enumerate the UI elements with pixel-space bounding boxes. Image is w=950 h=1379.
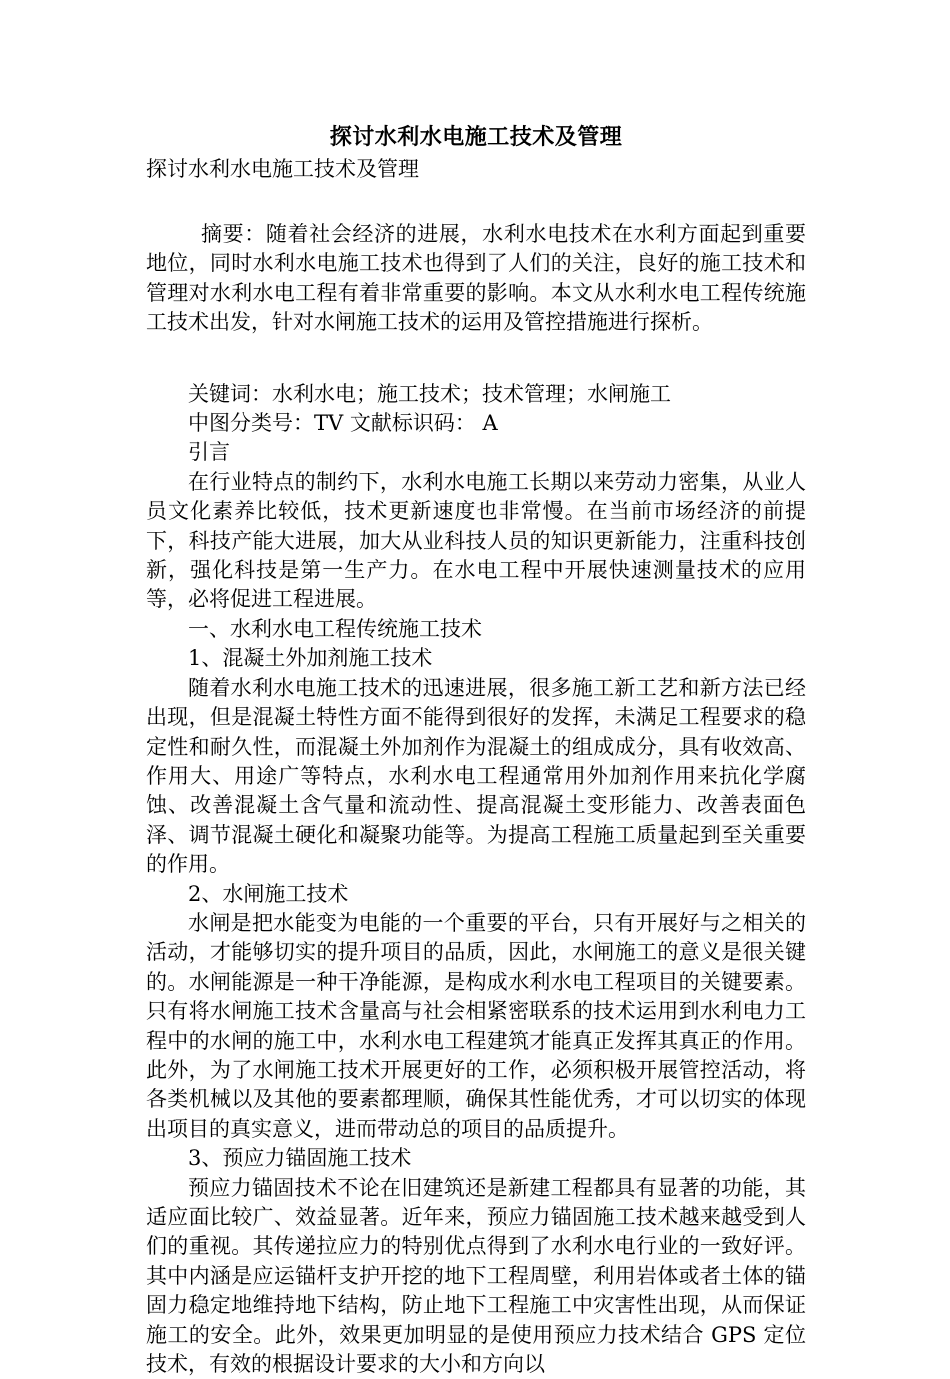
body-paragraph: 预应力锚固技术不论在旧建筑还是新建工程都具有显著的功能，其适应面比较广、效益显著。近年来，预应力锚固施工技术越来越受到人们的重视。其传递拉应力的特别优点得到了水利水电行业的一致好评。其中内涵是应运锚杆支护开挖的地下工程周壁，利用岩体或者土体的锚固力稳定地维持地下结构，防止地下工程施工中灾害性出现，从而保证施工的安全。此外，效果更加明显的是使用预应力技术结合 GPS 定位技术，有效的根据设计要求的大小和方向以: [146, 1175, 806, 1377]
abstract-paragraph: 摘要：随着社会经济的进展，水利水电技术在水利方面起到重要地位，同时水利水电施工技术也得到了人们的关注，良好的施工技术和管理对水利水电工程有着非常重要的影响。本文从水利水电工程传统施工技术出发，针对水闸施工技术的运用及管控措施进行探析。: [146, 222, 806, 335]
subsection-heading: 2、水闸施工技术: [188, 881, 349, 906]
document-subtitle: 探讨水利水电施工技术及管理: [146, 157, 419, 181]
subsection-heading: 3、预应力锚固施工技术: [188, 1146, 412, 1171]
keywords-line: 关键词：水利水电；施工技术；技术管理；水闸施工: [188, 381, 671, 406]
body-paragraph: 水闸是把水能变为电能的一个重要的平台，只有开展好与之相关的活动，才能够切实的提升项目的品质，因此，水闸施工的意义是很关键的。水闸能源是一种干净能源，是构成水利水电工程项目的关键要素。只有将水闸施工技术含量高与社会相紧密联系的技术运用到水利电力工程中的水闸的施工中，水利水电工程建筑才能真正发挥其真正的作用。此外，为了水闸施工技术开展更好的工作，必须积极开展管控活动，将各类机械以及其他的要素都理顺，确保其性能优秀，才可以切实的体现出项目的真实意义，进而带动总的项目的品质提升。: [146, 910, 806, 1141]
section-heading: 一、水利水电工程传统施工技术: [188, 616, 482, 641]
document-title: 探讨水利水电施工技术及管理: [329, 124, 623, 150]
classification-line: 中图分类号：TV 文献标识码： A: [188, 411, 498, 436]
spacer: [146, 184, 806, 220]
spacer: [146, 338, 806, 380]
intro-heading: 引言: [188, 440, 230, 465]
subsection-heading: 1、混凝土外加剂施工技术: [188, 646, 433, 671]
document-page: [146, 120, 806, 1379]
intro-paragraph: 在行业特点的制约下，水利水电施工长期以来劳动力密集，从业人员文化素养比较低，技术更新速度也非常慢。在当前市场经济的前提下，科技产能大进展，加大从业科技人员的知识更新能力，注重科技创新，强化科技是第一生产力。在水电工程中开展快速测量技术的应用等，必将促进工程进展。: [146, 469, 806, 612]
body-paragraph: 随着水利水电施工技术的迅速进展，很多施工新工艺和新方法已经出现，但是混凝土特性方面不能得到很好的发挥，未满足工程要求的稳定性和耐久性，而混凝土外加剂作为混凝土的组成成分，具有收效高、作用大、用途广等特点，水利水电工程通常用外加剂作用来抗化学腐蚀、改善混凝土含气量和流动性、提高混凝土变形能力、改善表面色泽、调节混凝土硬化和凝聚功能等。为提高工程施工质量起到至关重要的作用。: [146, 675, 806, 877]
